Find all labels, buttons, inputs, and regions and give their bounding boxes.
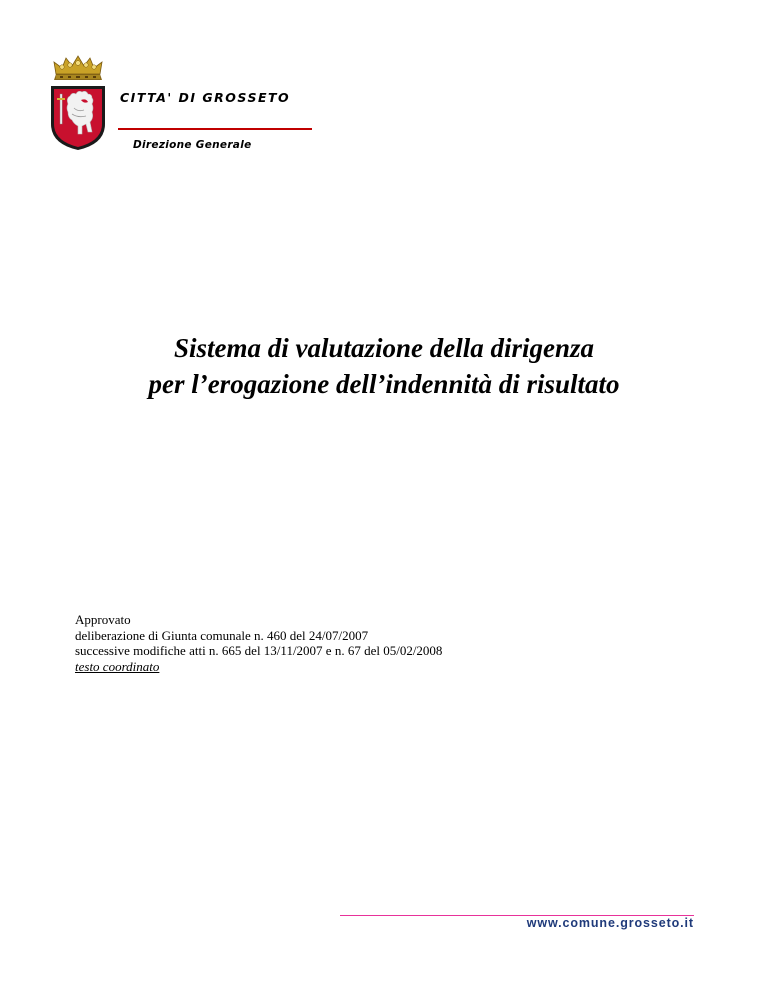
header-divider (118, 128, 312, 130)
document-title (0, 330, 768, 402)
approval-deliberation: deliberazione di Giunta comunale n. 460 del 24/07/2007 (75, 627, 369, 643)
department-name: Direzione Generale (133, 139, 252, 151)
document-title-line-2: per l’erogazione dell’indennità di risultato (148, 369, 620, 399)
approval-label: Approvato (75, 612, 131, 627)
city-name: CITTA' DI GROSSETO (120, 90, 291, 105)
coat-of-arms-icon (48, 52, 108, 152)
footer-website: www.comune.grosseto.it (526, 916, 694, 930)
document-title-line-1: Sistema di valutazione della dirigenza (173, 333, 595, 363)
approval-amendments: successive modifiche atti n. 665 del 13/11/2007 e n. 67 del 05/02/2008 (75, 643, 443, 658)
approval-consolidated-text: testo coordinato (75, 658, 160, 674)
approval-block (75, 612, 442, 674)
